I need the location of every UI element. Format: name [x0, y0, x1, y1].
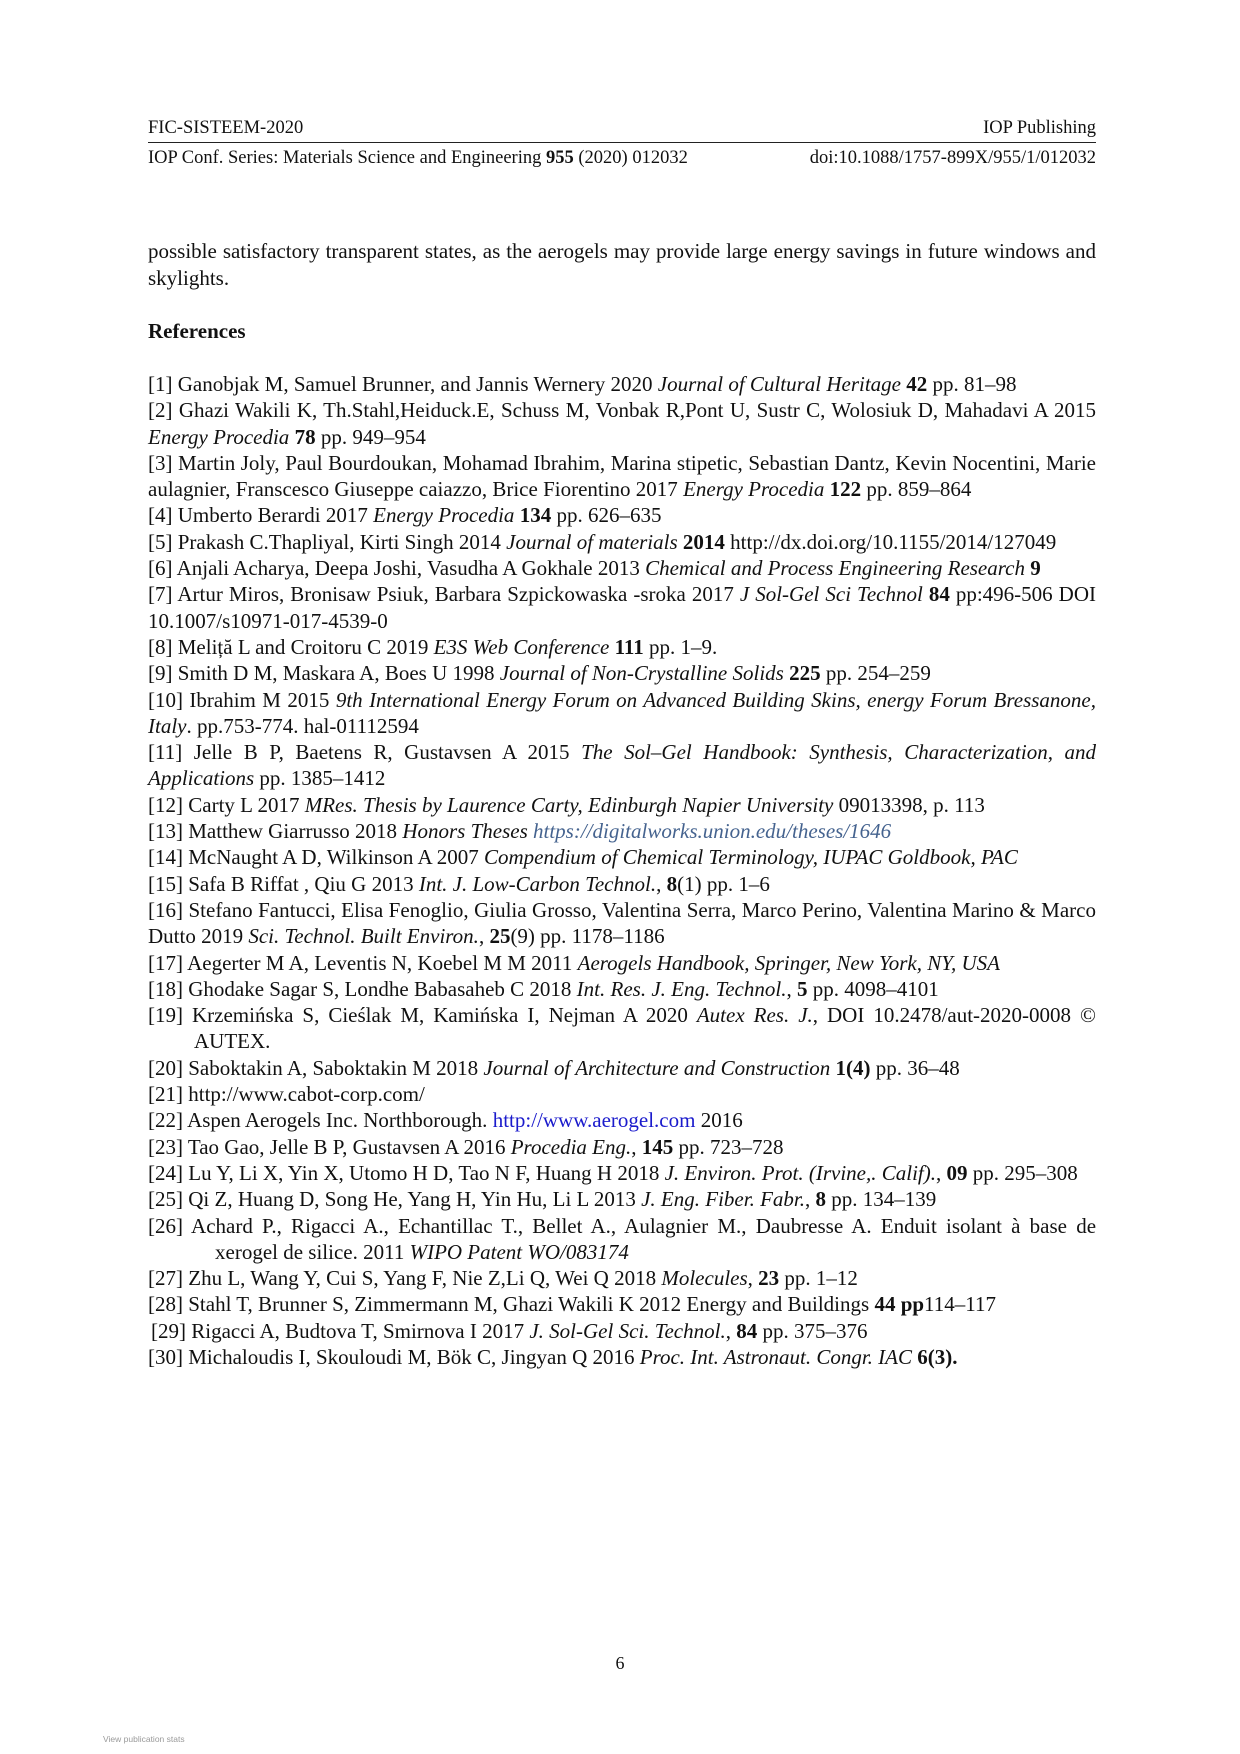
reference-number: [28] [148, 1292, 189, 1317]
reference-volume: 225 [789, 661, 821, 686]
reference-item [148, 1002, 1096, 1055]
reference-item [148, 1160, 1096, 1186]
reference-item [148, 1344, 1096, 1370]
reference-text: pp. 1–12 [779, 1266, 858, 1291]
reference-number: [1] [148, 372, 178, 396]
reference-number: [17] [148, 950, 188, 975]
reference-number: [6] [148, 556, 177, 581]
reference-source: Journal of Non-Crystalline Solids [499, 661, 784, 686]
reference-item [148, 502, 1096, 528]
reference-volume: 09 [946, 1160, 968, 1185]
reference-source: Autex Res. J. [696, 1003, 813, 1028]
reference-volume: 1(4) [835, 1055, 871, 1080]
reference-item [148, 555, 1096, 581]
reference-source: E3S Web Conference [433, 634, 610, 659]
reference-source: J. Sol-Gel Sci. Technol. [529, 1318, 726, 1343]
reference-source: Int. J. Low-Carbon Technol. [418, 871, 657, 896]
reference-item [148, 792, 1096, 818]
reference-number: [10] [148, 687, 190, 712]
reference-text: Michaloudis I, Skouloudi M, Bök C, Jingyan Q 2016 [188, 1344, 640, 1369]
reference-text: pp. 4098–4101 [807, 976, 939, 1001]
reference-volume: 84 [928, 582, 950, 607]
reference-text: Safa B Riffat , Qiu G 2013 [188, 871, 419, 896]
reference-text: Lu Y, Li X, Yin X, Utomo H D, Tao N F, Huang H 2018 [188, 1160, 665, 1185]
reference-text: , DOI 10.2478/aut-2020-0008 © AUTEX. [194, 1003, 1096, 1054]
reference-volume: 2014 [682, 529, 725, 554]
reference-item [148, 450, 1096, 503]
reference-item [148, 1055, 1096, 1081]
reference-text: http://dx.doi.org/10.1155/2014/127049 [724, 529, 1057, 554]
reference-number: [24] [148, 1160, 189, 1185]
reference-number: [14] [148, 845, 189, 870]
reference-text: Ibrahim M 2015 [189, 687, 336, 712]
reference-item [148, 1291, 1096, 1317]
reference-item [148, 976, 1096, 1002]
reference-number: [25] [148, 1187, 189, 1212]
reference-text: Meliță L and Croitoru C 2019 [177, 634, 434, 659]
reference-source: J. Environ. Prot. (Irvine,. Calif). [664, 1160, 936, 1185]
reference-text: Tao Gao, Jelle B P, Gustavsen A 2016 [187, 1134, 511, 1159]
reference-item [148, 1134, 1096, 1160]
reference-text: McNaught A D, Wilkinson A 2007 [188, 845, 484, 870]
reference-volume: 122 [829, 477, 862, 502]
reference-text: pp. 626–635 [551, 503, 662, 528]
reference-item [148, 371, 1096, 397]
reference-text: pp. 81–98 [927, 372, 1017, 396]
reference-volume: 25 [489, 924, 511, 949]
reference-volume: 84 [736, 1318, 758, 1343]
reference-number: [4] [148, 503, 178, 528]
reference-number: [8] [148, 634, 178, 659]
reference-number: [11] [148, 740, 194, 765]
reference-number: [15] [148, 871, 189, 896]
reference-item [148, 1107, 1096, 1133]
reference-source: Honors Theses [402, 819, 528, 844]
reference-volume: 42 [906, 372, 928, 396]
reference-number: [27] [148, 1266, 189, 1291]
reference-number: [12] [148, 792, 189, 817]
reference-source: The Sol–Gel Handbook: Synthesis, Characterization, and Applications [148, 740, 1096, 791]
reference-item [148, 1186, 1096, 1212]
reference-text: 114–117 [924, 1292, 996, 1317]
reference-source: J Sol-Gel Sci Technol [739, 582, 923, 607]
reference-number: [26] [148, 1213, 192, 1238]
reference-text: pp. 859–864 [861, 477, 972, 502]
reference-text: Stefano Fantucci, Elisa Fenoglio, Giulia Grosso, Valentina Serra, Marco Perino, Valentina Marino & Marco Dutto 2019 [148, 897, 1096, 949]
reference-text: , [725, 1318, 737, 1343]
reference-volume: 145 [641, 1134, 674, 1159]
reference-text: pp. 1–9. [643, 634, 718, 659]
reference-number: [21] [148, 1082, 189, 1107]
reference-text: Artur Miros, Bronisaw Psiuk, Barbara Szpickowaska -sroka 2017 [177, 582, 740, 607]
reference-number: [7] [148, 582, 178, 607]
reference-text: 2016 [695, 1108, 743, 1133]
reference-text: pp. 375–376 [757, 1318, 868, 1343]
publisher-name: IOP Publishing [983, 118, 1096, 138]
reference-text: Aegerter M A, Leventis N, Koebel M M 2011 [187, 950, 578, 975]
reference-text: Krzemińska S, Cieślak M, Kamińska I, Nejman A 2020 [191, 1003, 697, 1028]
reference-text: , [478, 924, 490, 949]
reference-text: Matthew Giarrusso 2018 [188, 819, 403, 844]
reference-text: Smith D M, Maskara A, Boes U 1998 [177, 661, 500, 686]
reference-item [148, 1213, 1096, 1266]
reference-source: Sci. Technol. Built Environ. [248, 924, 479, 949]
running-header [148, 117, 1096, 143]
reference-number: [5] [148, 529, 178, 554]
reference-item [148, 660, 1096, 686]
doi-text: doi:10.1088/1757-899X/955/1/012032 [809, 148, 1096, 168]
reference-text: Rigacci A, Budtova T, Smirnova I 2017 [191, 1318, 530, 1343]
body-paragraph: possible satisfactory transparent states, as the aerogels may provide large energy savings in future windows and skylights. [148, 239, 1096, 290]
reference-item [148, 897, 1096, 950]
reference-text: pp. 295–308 [967, 1160, 1078, 1185]
reference-source: Journal of Architecture and Construction [483, 1055, 831, 1080]
reference-number: [9] [148, 661, 178, 686]
reference-number: [22] [148, 1108, 188, 1133]
reference-text: (1) pp. 1–6 [677, 871, 770, 896]
references-heading: References [148, 319, 246, 343]
series-line [148, 147, 1096, 169]
reference-source: Chemical and Process Engineering Research [645, 556, 1025, 581]
reference-item [148, 1265, 1096, 1291]
reference-text: pp. 134–139 [826, 1187, 937, 1212]
reference-volume: 78 [294, 424, 316, 449]
reference-text: , [656, 871, 667, 896]
reference-text: , [786, 976, 797, 1001]
reference-text: Anjali Acharya, Deepa Joshi, Vasudha A Gokhale 2013 [176, 556, 646, 581]
reference-number: [13] [148, 819, 189, 844]
reference-text: Stahl T, Brunner S, Zimmermann M, Ghazi Wakili K 2012 Energy and Buildings [188, 1292, 875, 1317]
reference-text: pp. 949–954 [315, 424, 426, 449]
reference-text: http://www.cabot-corp.com/ [188, 1082, 425, 1107]
reference-source: Int. Res. J. Eng. Technol. [576, 976, 787, 1001]
reference-number: [30] [148, 1344, 189, 1369]
reference-number: [2] [148, 398, 179, 423]
reference-volume: 6(3). [917, 1344, 958, 1369]
reference-text: Saboktakin A, Saboktakin M 2018 [188, 1055, 484, 1080]
reference-text: , [747, 1266, 759, 1291]
reference-list [148, 371, 1096, 1370]
reference-item [148, 739, 1096, 792]
reference-item [148, 634, 1096, 660]
reference-item [148, 844, 1096, 870]
reference-source: Compendium of Chemical Terminology, IUPAC Goldbook, PAC [483, 845, 1018, 870]
reference-text: , [805, 1187, 816, 1212]
reference-source: Energy Procedia [683, 477, 825, 502]
reference-link[interactable]: https://digitalworks.union.edu/theses/1646 [533, 819, 892, 844]
reference-text: , [936, 1160, 947, 1185]
reference-text: Umberto Berardi 2017 [177, 503, 374, 528]
reference-text: pp. 1385–1412 [254, 766, 386, 791]
view-publication-stats-link[interactable]: View publication stats [103, 1734, 185, 1744]
reference-source: Energy Procedia [148, 424, 290, 449]
reference-text: pp. 254–259 [820, 661, 931, 686]
reference-number: [18] [148, 976, 189, 1001]
reference-volume: 44 pp [874, 1292, 925, 1317]
reference-number: [29] [151, 1318, 192, 1343]
reference-number: [20] [148, 1055, 189, 1080]
reference-item [148, 950, 1096, 976]
reference-text: Martin Joly, Paul Bourdoukan, Mohamad Ibrahim, Marina stipetic, Sebastian Dantz, Kevin Nocentini, Marie aulagnier, Franscesco Giuseppe caiazzo, Brice Fiorentino 2017 [148, 450, 1096, 502]
reference-source: J. Eng. Fiber. Fabr. [641, 1187, 806, 1212]
reference-item [148, 581, 1096, 634]
reference-item [148, 529, 1096, 555]
reference-text: Zhu L, Wang Y, Cui S, Yang F, Nie Z,Li Q, Wei Q 2018 [188, 1266, 662, 1291]
reference-volume: 9 [1030, 556, 1041, 581]
reference-source: WIPO Patent WO/083174 [409, 1239, 629, 1264]
reference-text: pp. 723–728 [673, 1134, 784, 1159]
reference-link[interactable]: http://www.aerogel.com [492, 1108, 696, 1133]
reference-text: pp. 36–48 [870, 1055, 960, 1080]
reference-item [148, 397, 1096, 450]
reference-volume: 8 [666, 871, 678, 896]
conference-name: FIC-SISTEEM-2020 [148, 118, 304, 138]
reference-text: , [631, 1134, 642, 1159]
reference-item [148, 1081, 1096, 1107]
reference-text: Achard P., Rigacci A., Echantillac T., Bellet A., Aulagnier M., Daubresse A. Enduit isolant à base de xerogel de silice. 2011 [191, 1213, 1097, 1264]
reference-text: Prakash C.Thapliyal, Kirti Singh 2014 [177, 529, 507, 554]
reference-text: . pp.753-774. hal-01112594 [186, 713, 419, 738]
reference-text: Qi Z, Huang D, Song He, Yang H, Yin Hu, Li L 2013 [188, 1187, 642, 1212]
reference-text: Ganobjak M, Samuel Brunner, and Jannis Wernery 2020 [177, 372, 658, 396]
reference-text: Aspen Aerogels Inc. Northborough. [187, 1108, 493, 1133]
reference-volume: 23 [758, 1266, 780, 1291]
reference-volume: 5 [796, 976, 808, 1001]
reference-source: MRes. Thesis by Laurence Carty, Edinburgh Napier University [304, 792, 834, 817]
reference-text: Jelle B P, Baetens R, Gustavsen A 2015 [193, 740, 582, 765]
reference-item [148, 818, 1096, 844]
reference-source: Energy Procedia [373, 503, 515, 528]
reference-number: [19] [148, 1003, 192, 1028]
page-number: 6 [615, 1653, 625, 1673]
reference-source: Journal of Cultural Heritage [657, 372, 901, 396]
reference-source: Molecules [661, 1266, 748, 1291]
volume-number: 955 [546, 148, 574, 168]
reference-text: (9) pp. 1178–1186 [510, 924, 665, 949]
reference-volume: 8 [815, 1187, 827, 1212]
reference-number: [23] [148, 1134, 188, 1159]
reference-source: Journal of materials [506, 529, 678, 554]
reference-source: 9th International Energy Forum on Advanced Building Skins, energy Forum Bressanone, Italy [148, 687, 1096, 738]
reference-item [148, 687, 1096, 740]
reference-number: [3] [148, 450, 179, 475]
reference-volume: 134 [519, 503, 552, 528]
reference-text: Carty L 2017 [188, 792, 305, 817]
reference-item [148, 1318, 1096, 1344]
reference-source: Procedia Eng. [510, 1134, 632, 1159]
series-citation: IOP Conf. Series: Materials Science and Engineering 955 (2020) 012032 [148, 148, 688, 168]
reference-text: Ghodake Sagar S, Londhe Babasaheb C 2018 [188, 976, 577, 1001]
reference-item [148, 871, 1096, 897]
reference-text: 09013398, p. 113 [833, 792, 985, 817]
reference-number: [16] [148, 897, 189, 922]
reference-text: pp:496-506 DOI 10.1007/s10971-017-4539-0 [148, 582, 1096, 633]
reference-volume: 111 [614, 634, 644, 659]
reference-source: Proc. Int. Astronaut. Congr. IAC [639, 1344, 912, 1369]
reference-source: Aerogels Handbook, Springer, New York, NY, USA [577, 950, 1000, 975]
reference-text: Ghazi Wakili K, Th.Stahl,Heiduck.E, Schuss M, Vonbak R,Pont U, Sustr C, Wolosiuk D, Mahadavi A 2015 [178, 398, 1096, 423]
